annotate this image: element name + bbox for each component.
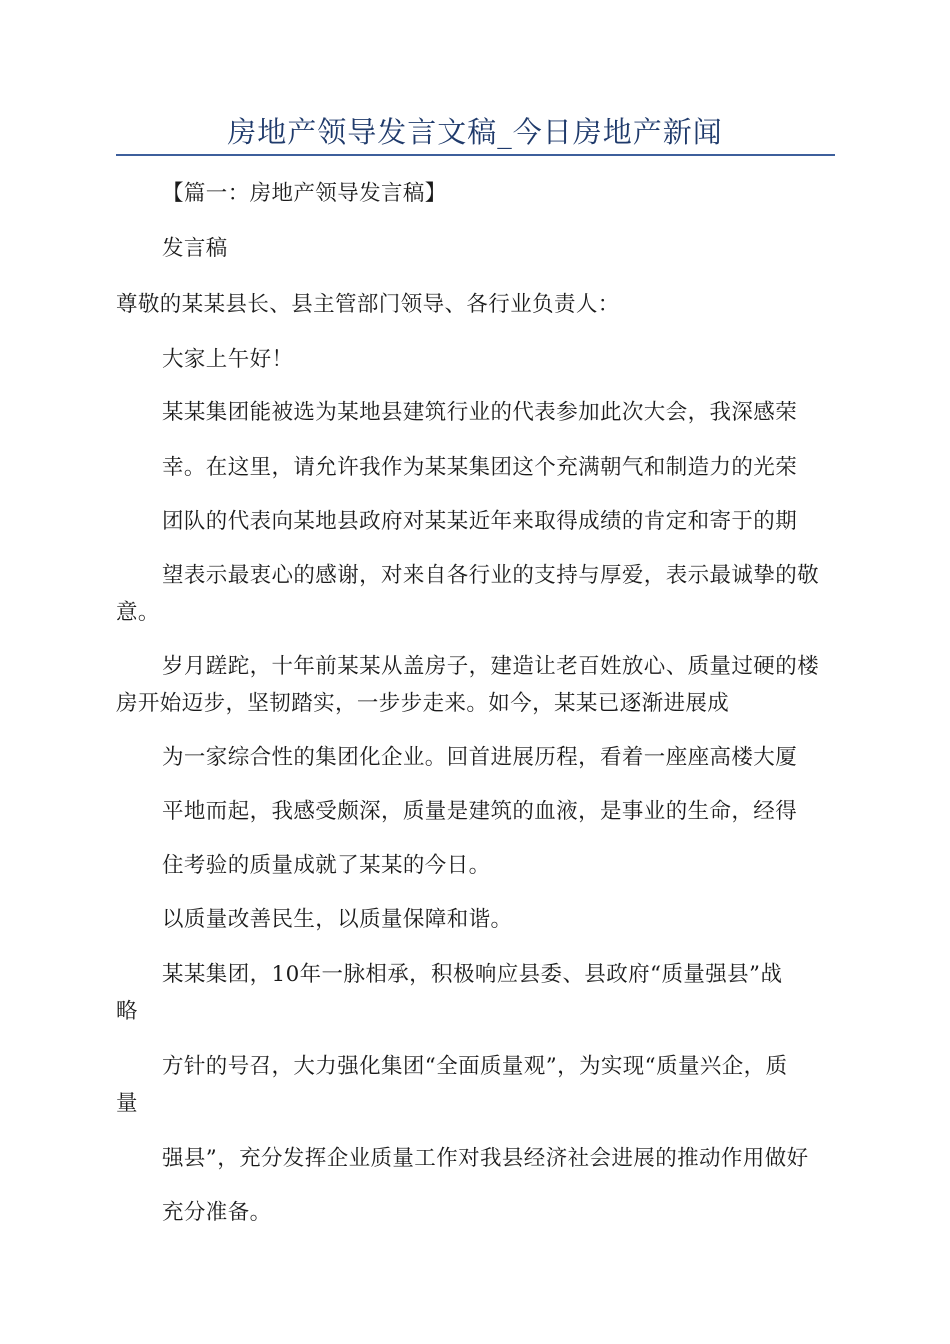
- paragraph-line: 房开始迈步，坚韧踏实，一步步走来。如今，某某已逐渐进展成: [116, 691, 730, 716]
- paragraph-line: 强县”，充分发挥企业质量工作对我县经济社会进展的推动作用做好: [162, 1146, 809, 1171]
- paragraph-line: 略: [116, 999, 138, 1024]
- paragraph-line: 幸。在这里，请允许我作为某某集团这个充满朝气和制造力的光荣: [162, 455, 798, 480]
- paragraph-line: 量: [116, 1091, 138, 1116]
- paragraph-line: 住考验的质量成就了某某的今日。: [162, 853, 491, 878]
- paragraph-line: 平地而起，我感受颇深，质量是建筑的血液，是事业的生命，经得: [162, 799, 798, 824]
- paragraph-line: 大家上午好！: [162, 347, 294, 372]
- paragraph-line: 团队的代表向某地县政府对某某近年来取得成绩的肯定和寄于的期: [162, 509, 798, 534]
- paragraph-line: 意。: [116, 600, 160, 625]
- section-heading: 【篇一：房地产领导发言稿】: [162, 181, 447, 206]
- paragraph-line: 以质量改善民生，以质量保障和谐。: [162, 907, 513, 932]
- paragraph-line: 岁月蹉跎，十年前某某从盖房子，建造让老百姓放心、质量过硬的楼: [162, 654, 820, 679]
- paragraph-line: 某某集团能被选为某地县建筑行业的代表参加此次大会，我深感荣: [162, 400, 798, 425]
- paragraph-line: 充分准备。: [162, 1200, 272, 1225]
- document-title: 房地产领导发言文稿_今日房地产新闻: [227, 115, 723, 149]
- paragraph-line: 望表示最衷心的感谢，对来自各行业的支持与厚爱，表示最诚挚的敬: [162, 563, 820, 588]
- paragraph-line: 发言稿: [162, 236, 228, 261]
- paragraph-line: 某某集团，10年一脉相承，积极响应县委、县政府“质量强县”战: [162, 962, 783, 987]
- paragraph-line: 为一家综合性的集团化企业。回首进展历程，看着一座座高楼大厦: [162, 745, 798, 770]
- paragraph-line: 方针的号召，大力强化集团“全面质量观”，为实现“质量兴企，质: [162, 1054, 788, 1079]
- salutation-line: 尊敬的某某县长、县主管部门领导、各行业负责人：: [116, 292, 620, 317]
- title-underline: [116, 154, 835, 156]
